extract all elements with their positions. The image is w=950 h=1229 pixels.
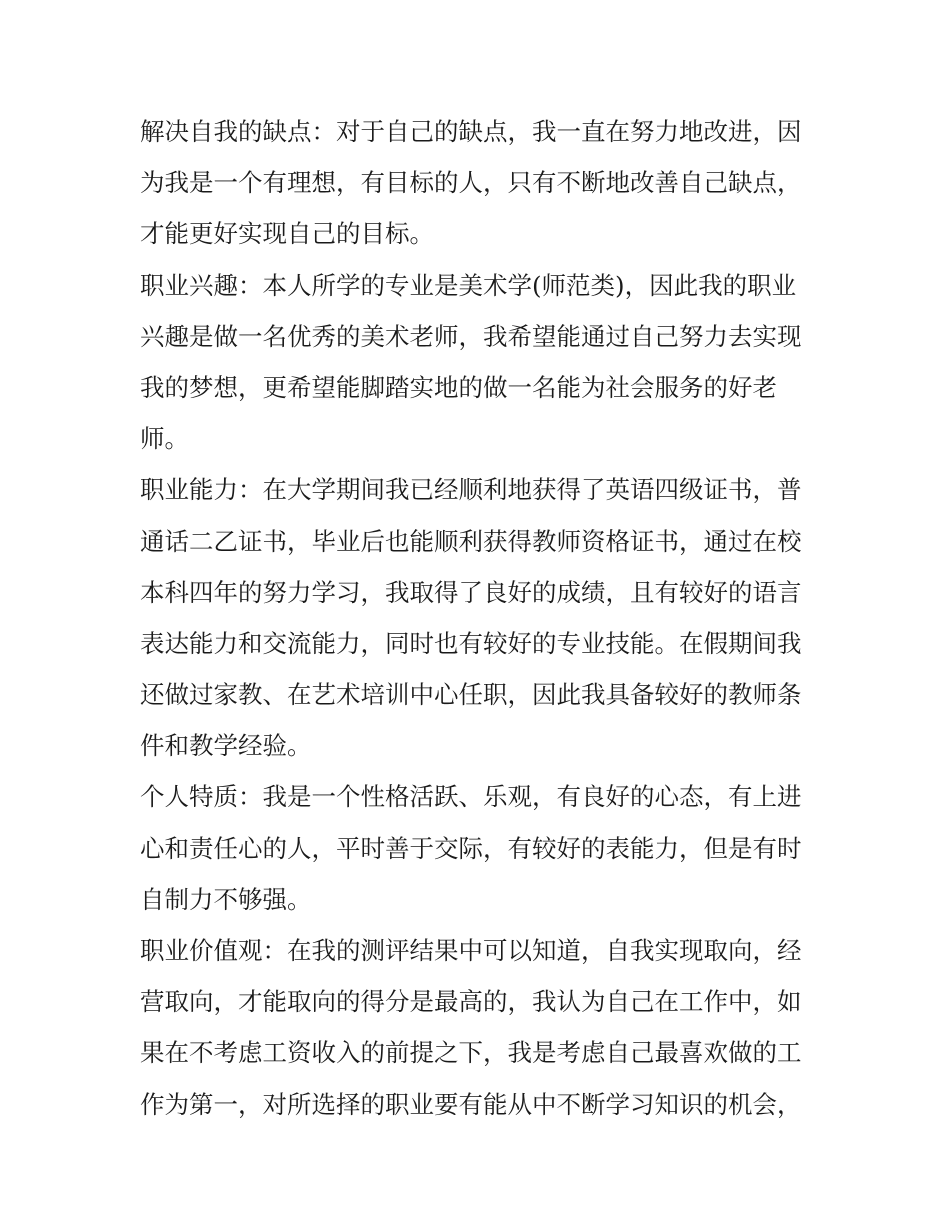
- text-line: 职业兴趣：本人所学的专业是美术学(师范类)，因此我的职业: [140, 270, 797, 300]
- text-line: 兴趣是做一名优秀的美术老师，我希望能通过自己努力去实现: [140, 321, 802, 351]
- text-line: 职业价值观：在我的测评结果中可以知道，自我实现取向，经: [140, 936, 802, 965]
- paragraph-career-ability: [140, 464, 816, 771]
- paragraph-career-interest: [140, 260, 816, 465]
- text-line: 本科四年的努力学习，我取得了良好的成绩，且有较好的语言: [140, 577, 802, 607]
- text-line: 我的梦想，更希望能脚踏实地的做一名能为社会服务的好老: [140, 372, 777, 402]
- text-line: 个人特质：我是一个性格活跃、乐观，有良好的心态，有上进: [140, 782, 802, 812]
- text-line: 果在不考虑工资收入的前提之下，我是考虑自己最喜欢做的工: [140, 1038, 802, 1068]
- text-line: 为我是一个有理想，有目标的人，只有不断地改善自己缺点，: [140, 168, 802, 198]
- text-line: 自制力不够强。: [140, 884, 312, 914]
- text-line: 职业能力：在大学期间我已经顺利地获得了英语四级证书，普: [140, 475, 802, 505]
- text-line: 还做过家教、在艺术培训中心任职，因此我具备较好的教师条: [140, 680, 802, 710]
- paragraph-career-values: [140, 925, 816, 1130]
- text-line: 营取向，才能取向的得分是最高的，我认为自己在工作中，如: [140, 987, 802, 1017]
- text-line: 解决自我的缺点：对于自己的缺点，我一直在努力地改进，因: [140, 117, 802, 146]
- text-line: 作为第一，对所选择的职业要有能从中不断学习知识的机会，: [140, 1089, 802, 1119]
- text-line: 才能更好实现自己的目标。: [140, 219, 434, 249]
- text-line: 师。: [140, 424, 189, 454]
- document-body: [140, 106, 816, 1130]
- paragraph-weakness: [140, 106, 816, 260]
- text-line: 通话二乙证书，毕业后也能顺利获得教师资格证书，通过在校: [140, 526, 802, 556]
- text-line: 心和责任心的人，平时善于交际，有较好的表能力，但是有时: [140, 833, 802, 863]
- paragraph-personal-traits: [140, 771, 816, 925]
- text-line: 件和教学经验。: [140, 731, 312, 761]
- text-line: 表达能力和交流能力，同时也有较好的专业技能。在假期间我: [140, 628, 802, 658]
